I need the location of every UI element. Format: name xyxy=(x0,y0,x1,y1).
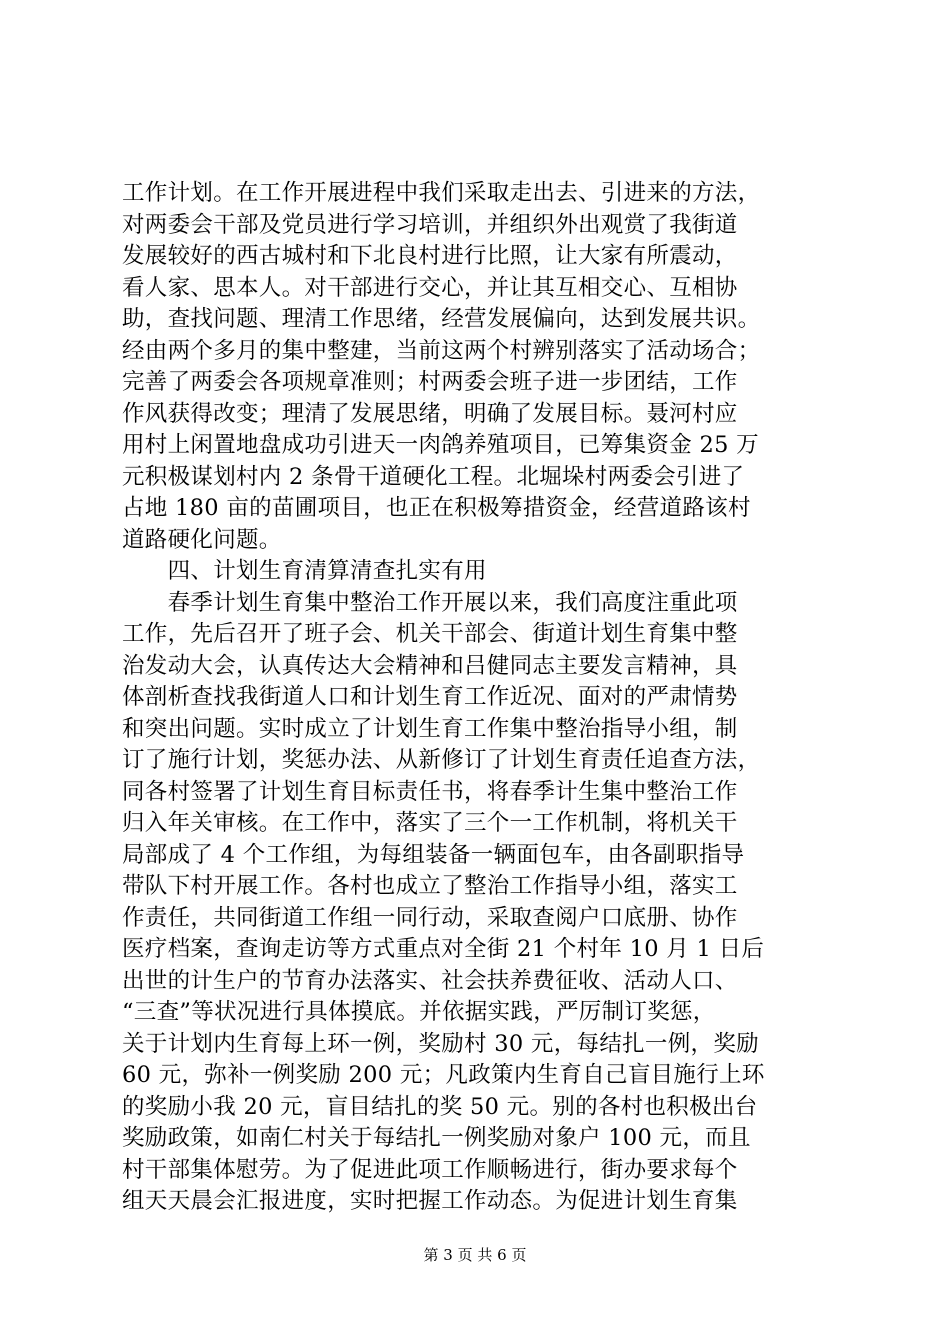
text-line: 助，查找问题、理清工作思绪，经营发展偏向，达到发展共识。 xyxy=(122,306,761,332)
text-line: 同各村签署了计划生育目标责任书，将春季计生集中整治工作 xyxy=(122,778,738,805)
text-line: 治发动大会，认真传达大会精神和吕健同志主要发言精神，具 xyxy=(122,652,738,679)
text-line: 道路硬化问题。 xyxy=(122,526,282,553)
text-line: 体剖析查找我街道人口和计划生育工作近况、面对的严肃情势 xyxy=(122,684,738,710)
text-line: 春季计划生育集中整治工作开展以来，我们高度注重此项 xyxy=(122,589,738,616)
text-line: 占地 180 亩的苗圃项目，也正在积极筹措资金，经营道路该村 xyxy=(122,495,751,521)
text-line: 和突出问题。实时成立了计划生育工作集中整治指导小组，制 xyxy=(122,715,738,742)
text-line: 发展较好的西古城村和下北良村进行比照，让大家有所震动， xyxy=(122,243,738,269)
text-line: 的奖励小我 20 元，盲目结扎的奖 50 元。别的各村也积极出台 xyxy=(122,1093,758,1120)
text-line: 村干部集体慰劳。为了促进此项工作顺畅进行，街办要求每个 xyxy=(122,1156,738,1183)
text-line: 工作计划。在工作开展进程中我们采取走出去、引进来的方法， xyxy=(122,180,761,206)
text-line: 作风获得改变；理清了发展思绪，明确了发展目标。聂河村应 xyxy=(122,400,738,427)
text-line: 医疗档案，查询走访等方式重点对全街 21 个村年 10 月 1 日后 xyxy=(122,936,765,962)
page-footer: 第 3 页 共 6 页 xyxy=(423,1246,527,1264)
text-line: 完善了两委会各项规章准则；村两委会班子进一步团结，工作 xyxy=(122,369,738,395)
text-line: 组天天晨会汇报进度，实时把握工作动态。为促进计划生育集 xyxy=(122,1188,738,1214)
text-line: 作责任，共同街道工作组一同行动，采取查阅户口底册、协作 xyxy=(122,904,738,931)
body-text xyxy=(122,178,862,1218)
text-line: 出世的计生户的节育办法落实、社会扶养费征收、活动人口、 xyxy=(122,967,738,994)
text-line: 看人家、思本人。对干部进行交心，并让其互相交心、互相协 xyxy=(122,274,738,301)
text-line: 四、计划生育清算清查扎实有用 xyxy=(122,558,487,584)
text-line: 经由两个多月的集中整建，当前这两个村辨别落实了活动场合； xyxy=(122,337,761,364)
text-line: 奖励政策，如南仁村关于每结扎一例奖励对象户 100 元，而且 xyxy=(122,1125,751,1151)
text-line: “三查”等状况进行具体摸底。并依据实践，严厉制订奖惩， xyxy=(122,999,716,1025)
text-line: 对两委会干部及党员进行学习培训，并组织外出观赏了我街道 xyxy=(122,211,738,238)
text-line: 元积极谋划村内 2 条骨干道硬化工程。北堀垛村两委会引进了 xyxy=(122,463,745,490)
text-line: 归入年关审核。在工作中，落实了三个一工作机制，将机关干 xyxy=(122,810,738,836)
text-line: 订了施行计划，奖惩办法、从新修订了计划生育责任追查方法， xyxy=(122,747,761,773)
text-line: 60 元，弥补一例奖励 200 元；凡政策内生育自己盲目施行上环 xyxy=(122,1062,765,1088)
text-line: 工作，先后召开了班子会、机关干部会、街道计划生育集中整 xyxy=(122,621,738,647)
text-line: 用村上闲置地盘成功引进天一肉鸽养殖项目，已筹集资金 25 万 xyxy=(122,432,759,458)
text-line: 局部成了 4 个工作组，为每组装备一辆面包车，由各副职指导 xyxy=(122,841,745,868)
text-line: 关于计划内生育每上环一例，奖励村 30 元，每结扎一例，奖励 xyxy=(122,1030,759,1057)
text-line: 带队下村开展工作。各村也成立了整治工作指导小组，落实工 xyxy=(122,873,738,899)
